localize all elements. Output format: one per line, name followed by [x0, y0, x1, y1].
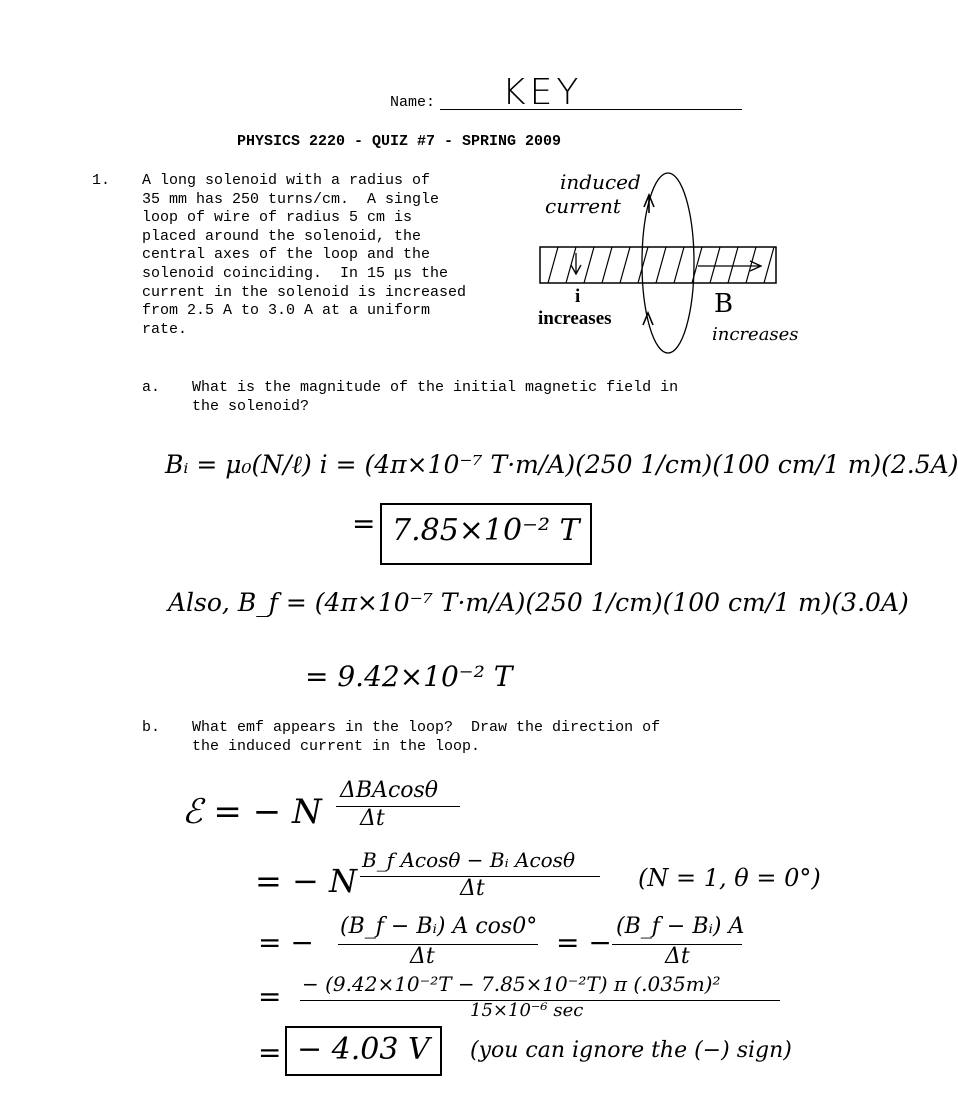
i-label: i [575, 286, 581, 307]
emf-step3-numerator-a: (B_f − Bᵢ) A cos0° [340, 914, 538, 939]
question-line: solenoid coinciding. In 15 μs the [142, 264, 449, 282]
part-a-equation-2: Also, B_f = (4π×10⁻⁷ T·m/A)(250 1/cm)(100 cm/1 m)(3.0A) [168, 588, 909, 617]
part-a-answer-2: = 9.42×10⁻² T [305, 660, 513, 693]
question-line: placed around the solenoid, the [142, 227, 422, 245]
emf-step2-denominator: Δt [460, 876, 485, 901]
emf-equation-numerator: ΔBAcosθ [340, 778, 439, 803]
question-number: 1. [92, 172, 111, 189]
part-a-line: What is the magnitude of the initial magnetic field in [192, 379, 679, 396]
question-line: from 2.5 A to 3.0 A at a uniform [142, 302, 431, 320]
question-text [142, 172, 514, 339]
emf-step4-numerator: − (9.42×10⁻²T − 7.85×10⁻²T) π (.035m)² [302, 972, 721, 996]
emf-step3-numerator-b: (B_f − Bᵢ) A [616, 914, 745, 939]
part-a-label: a. [142, 379, 161, 396]
part-a-equation-1: Bᵢ = μ₀(N/ℓ) i = (4π×10⁻⁷ T·m/A)(250 1/cm)(100 cm/1 m)(2.5A) [165, 450, 958, 479]
emf-step3-denominator-b: Δt [665, 944, 690, 969]
emf-step2-numerator: B_f Acosθ − Bᵢ Acosθ [362, 848, 575, 872]
emf-equation-denominator: Δt [360, 806, 385, 831]
part-b-label: b. [142, 719, 161, 736]
emf-step2-left: = − N [255, 862, 357, 900]
name-value: KEY [502, 72, 583, 113]
emf-step3-denominator-a: Δt [410, 944, 435, 969]
part-a-answer-box: 7.85×10⁻² T [380, 503, 592, 565]
question-line: A long solenoid with a radius of [142, 172, 431, 189]
part-a-text [192, 379, 678, 416]
emf-step2-note: (N = 1, θ = 0°) [638, 864, 821, 892]
induced-label-2: current [545, 194, 621, 218]
question-line: central axes of the loop and the [142, 246, 431, 264]
b-increases-label: increases [712, 324, 799, 345]
b-label: B [714, 289, 734, 319]
solenoid-windings [548, 247, 774, 283]
name-label: Name: [390, 94, 436, 111]
i-increases-label: increases [538, 308, 612, 329]
question-line: rate. [142, 320, 188, 338]
question-line: loop of wire of radius 5 cm is [142, 209, 413, 227]
emf-equation-left: ℰ = − N [182, 792, 322, 832]
emf-step4-denominator: 15×10⁻⁶ sec [470, 1000, 584, 1021]
question-line: 35 mm has 250 turns/cm. A single [142, 190, 440, 208]
part-b-text [192, 719, 660, 756]
fraction-bar [338, 944, 538, 945]
fraction-bar [336, 806, 460, 807]
emf-answer-box: − 4.03 V [285, 1026, 442, 1076]
part-b-line: What emf appears in the loop? Draw the direction of [192, 719, 661, 736]
name-underline [440, 109, 742, 110]
induced-label-1: induced [560, 170, 641, 194]
part-a-line: the solenoid? [192, 397, 310, 415]
question-line: current in the solenoid is increased [142, 283, 467, 301]
page-title: PHYSICS 2220 - QUIZ #7 - SPRING 2009 [237, 133, 562, 150]
emf-answer-note: (you can ignore the (−) sign) [470, 1038, 792, 1063]
part-b-line: the induced current in the loop. [192, 737, 481, 755]
